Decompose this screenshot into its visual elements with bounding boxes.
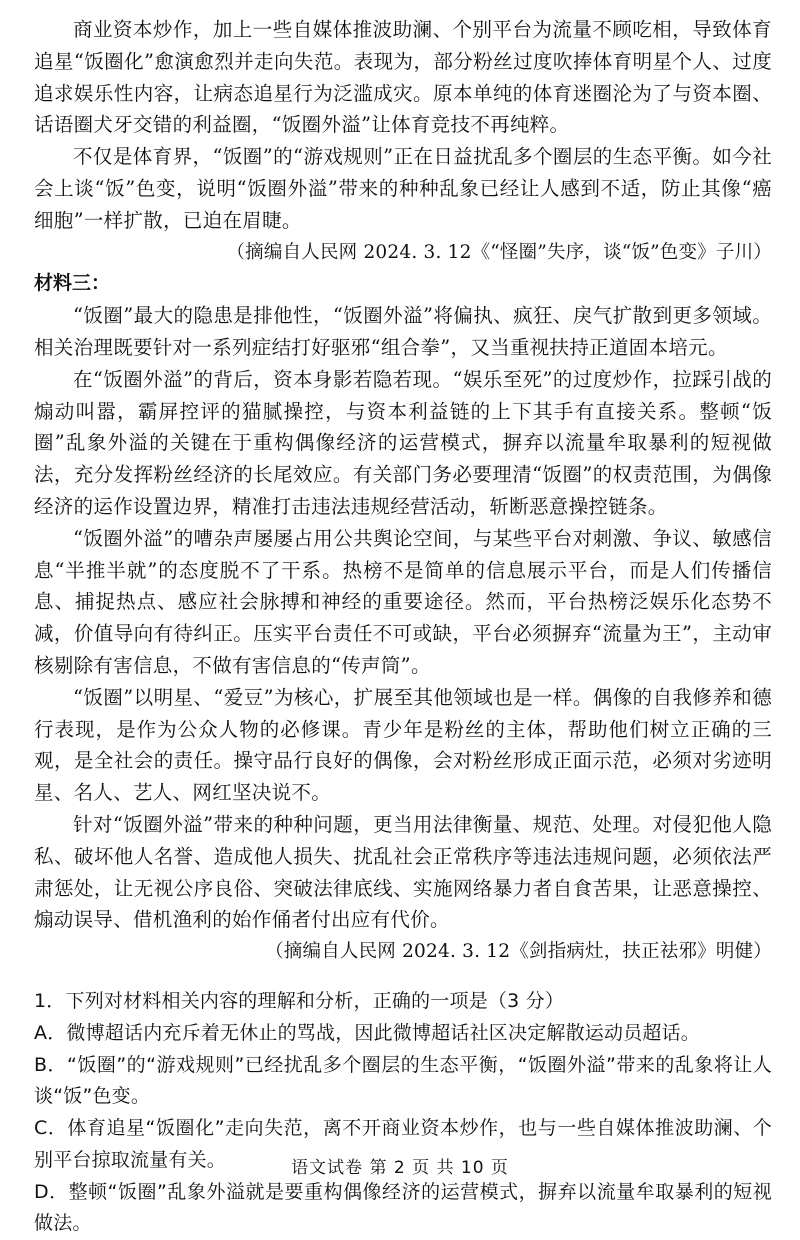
page-footer: 语文试卷 第 2 页 共 10 页 — [291, 1158, 509, 1178]
question-1-option-c: C．体育追星“饭圈化”走向失范，离不开商业资本炒作，也与一些自媒体推波助澜、个别平台掠取流量有关。 — [34, 1117, 772, 1171]
question-1-option-d: D．整顿“饭圈”乱象外溢就是要重构偶像经济的运营模式，摒弃以流量牟取暴利的短视做法。 — [34, 1180, 772, 1235]
passage-paragraph-2: 不仅是体育界，“饭圈”的“游戏规则”正在日益扰乱多个圈层的生态平衡。如今社会上谈“饭”色变，说明“饭圈外溢”带来的种种乱象已经让人感到不适，防止其像“癌细胞”一样扩散，已迫在眉睫。 — [34, 145, 772, 232]
source-citation-material-2: （摘编自人民网 2024. 3. 12《“怪圈”失序，谈“饭”色变》子川） — [226, 241, 772, 263]
exam-page — [34, 14, 772, 1240]
source-citation-material-3: （摘编自人民网 2024. 3. 12《剑指病灶，扶正祛邪》明健） — [265, 941, 772, 963]
material-3-paragraph-1: “饭圈”最大的隐患是排他性，“饭圈外溢”将偏执、疯狂、戾气扩散到更多领域。相关治理既要针对一系列症结打好驱邪“组合拳”，又当重视扶持正道固本培元。 — [34, 304, 772, 359]
material-3-paragraph-4: “饭圈”以明星、“爱豆”为核心，扩展至其他领域也是一样。偶像的自我修养和德行表现，是作为公众人物的必修课。青少年是粉丝的主体，帮助他们树立正确的三观，是全社会的责任。操守品行良好的偶像，会对粉丝形成正面示范，必须对劣迹明星、名人、艺人、网红坚决说不。 — [34, 685, 772, 805]
material-3-heading: 材料三： — [34, 272, 111, 295]
question-1-stem: 1．下列对材料相关内容的理解和分析，正确的一项是（3 分） — [34, 989, 565, 1012]
material-3-paragraph-5: 针对“饭圈外溢”带来的种种问题，更当用法律衡量、规范、处理。对侵犯他人隐私、破坏他人名誉、造成他人损失、扰乱社会正常秩序等违法违规问题，必须依法严肃惩处，让无视公序良俗、突破法律底线、实施网络暴力者自食苦果，让恶意操控、煽动误导、借机渔利的始作俑者付出应有代价。 — [34, 812, 772, 932]
material-3-paragraph-2: 在“饭圈外溢”的背后，资本身影若隐若现。“娱乐至死”的过度炒作，拉踩引战的煽动叫嚣，霸屏控评的猫腻操控，与资本利益链的上下其手有直接关系。整顿“饭圈”乱象外溢的关键在于重构偶像经济的运营模式，摒弃以流量牟取暴利的短视做法，充分发挥粉丝经济的长尾效应。有关部门务必要理清“饭圈”的权责范围，为偶像经济的运作设置边界，精准打击违法违规经营活动，斩断恶意操控链条。 — [34, 367, 772, 518]
question-1-option-b: B．“饭圈”的“游戏规则”已经扰乱多个圈层的生态平衡，“饭圈外溢”带来的乱象将让人谈“饭”色变。 — [34, 1053, 772, 1108]
question-1 — [34, 986, 772, 1240]
material-3-paragraph-3: “饭圈外溢”的嘈杂声屡屡占用公共舆论空间，与某些平台对刺激、争议、敏感信息“半推半就”的态度脱不了干系。热榜不是简单的信息展示平台，而是人们传播信息、捕捉热点、感应社会脉搏和神经的重要途径。然而，平台热榜泛娱乐化态势不减，价值导向有待纠正。压实平台责任不可或缺，平台必须摒弃“流量为王”，主动审核剔除有害信息，不做有害信息的“传声筒”。 — [34, 526, 772, 677]
question-1-option-a: A．微博超话内充斥着无休止的骂战，因此微博超话社区决定解散运动员超话。 — [34, 1021, 700, 1044]
passage-paragraph-1: 商业资本炒作，加上一些自媒体推波助澜、个别平台为流量不顾吃相，导致体育追星“饭圈化”愈演愈烈并走向失范。表现为，部分粉丝过度吹捧体育明星个人、过度追求娱乐性内容，让病态追星行为泛滥成灾。原本单纯的体育迷圈沦为了与资本圈、话语圈犬牙交错的利益圈，“饭圈外溢”让体育竞技不再纯粹。 — [34, 18, 772, 137]
